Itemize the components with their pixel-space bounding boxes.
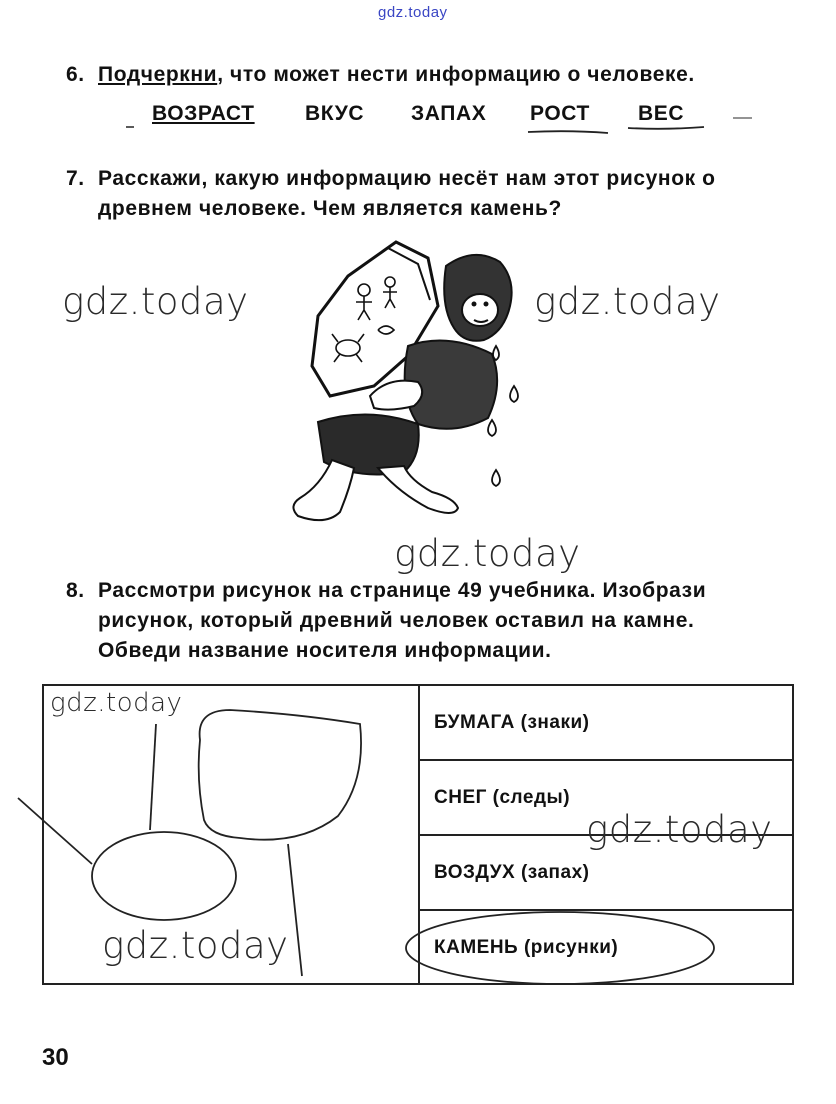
task-6-text: , что может нести информацию о человеке. <box>217 63 695 86</box>
task-6-number: 6. <box>66 63 85 86</box>
word-rost[interactable]: РОСТ <box>530 102 590 125</box>
task-8-prompt <box>66 576 806 666</box>
watermark-top: gdz.today <box>378 4 448 21</box>
task-6-underlined-word: Подчеркни <box>98 63 218 86</box>
word-zapakh[interactable]: ЗАПАХ <box>411 102 487 125</box>
task-8-line-2: рисунок, который древний человек оставил на камне. <box>98 609 695 632</box>
watermark-table-bottom: gdz.today <box>102 924 289 967</box>
watermark-below-image: gdz.today <box>394 532 581 575</box>
option-paper-label: БУМАГА (знаки) <box>434 712 590 733</box>
watermark-right: gdz.today <box>534 280 721 323</box>
task-8-line-3: Обведи название носителя информации. <box>98 639 552 662</box>
task-6-handdrawn-underlines <box>0 0 836 160</box>
watermark-left: gdz.today <box>62 280 249 323</box>
watermark-table-topleft: gdz.today <box>50 688 183 718</box>
task-7-line-2: древнем человеке. Чем является камень? <box>98 197 562 220</box>
watermark-table-right: gdz.today <box>586 808 773 851</box>
page-number: 30 <box>42 1044 69 1071</box>
task-8-line-1: Рассмотри рисунок на странице 49 учебника. Изобрази <box>98 579 707 602</box>
option-air-label: ВОЗДУХ (запах) <box>434 862 590 883</box>
option-stone-label: КАМЕНЬ (рисунки) <box>434 937 619 958</box>
task-7-number: 7. <box>66 167 85 190</box>
task-8-number: 8. <box>66 579 85 602</box>
task-7-line-1: Расскажи, какую информацию несёт нам этот рисунок о <box>98 167 716 190</box>
caveman-carrying-stone-illustration <box>278 236 528 546</box>
word-ves[interactable]: ВЕС <box>638 102 685 125</box>
task-7-prompt <box>66 164 806 224</box>
word-vozrast[interactable]: ВОЗРАСТ <box>152 102 255 125</box>
word-vkus[interactable]: ВКУС <box>305 102 365 125</box>
option-snow-label: СНЕГ (следы) <box>434 787 571 808</box>
